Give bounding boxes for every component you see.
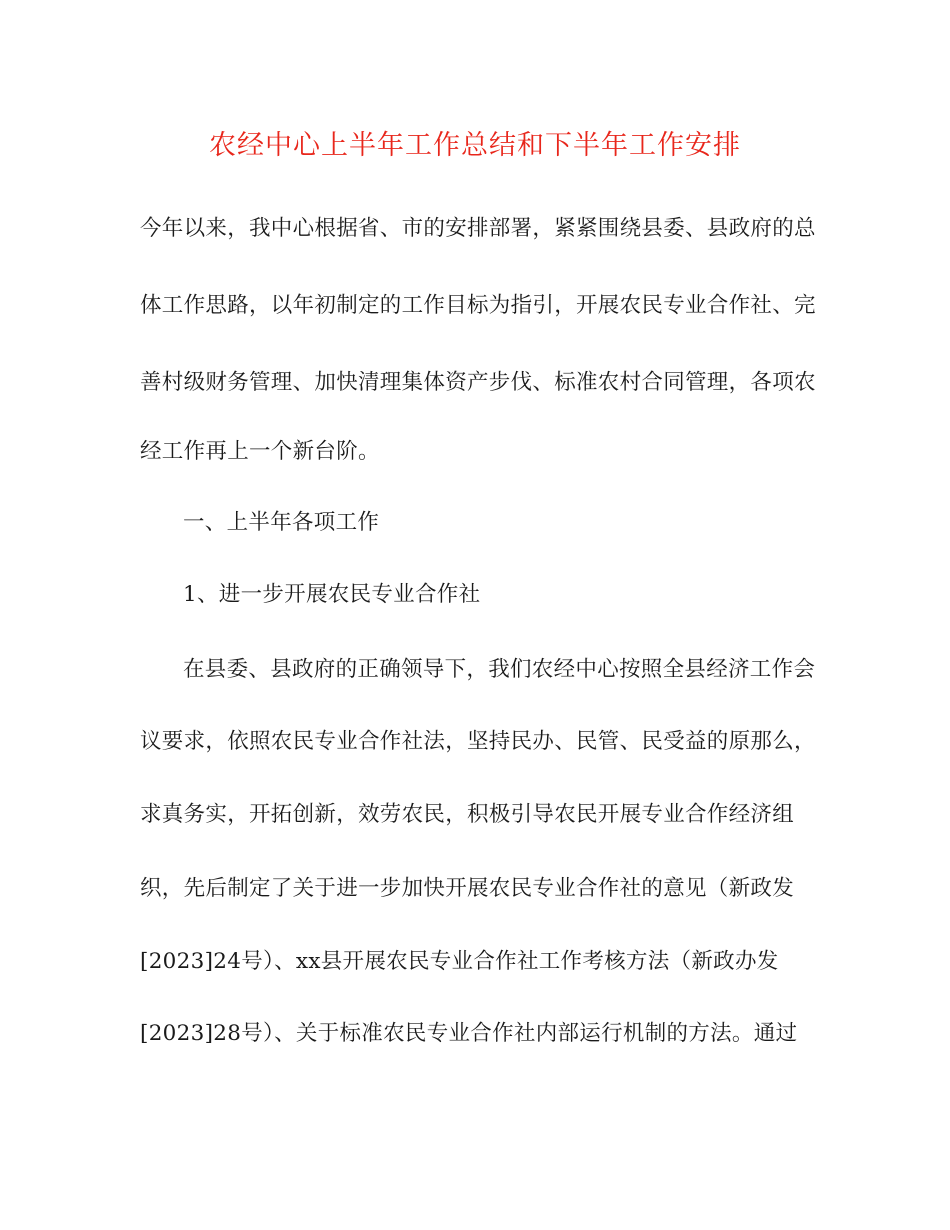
paragraph-line: 体工作思路，以年初制定的工作目标为指引，开展农民专业合作社、完 bbox=[140, 293, 816, 318]
paragraph-line: [2023]24号）、xx县开展农民专业合作社工作考核方法（新政办发 bbox=[140, 949, 779, 974]
paragraph-line: 善村级财务管理、加快清理集体资产步伐、标准农村合同管理，各项农 bbox=[140, 370, 816, 395]
document-title: 农经中心上半年工作总结和下半年工作安排 bbox=[209, 130, 741, 161]
paragraph-line: 经工作再上一个新台阶。 bbox=[140, 439, 380, 464]
section-heading: 一、上半年各项工作 bbox=[183, 510, 380, 535]
paragraph-line: 在县委、县政府的正确领导下，我们农经中心按照全县经济工作会 bbox=[183, 657, 816, 682]
paragraph-line: 今年以来，我中心根据省、市的安排部署，紧紧围绕县委、县政府的总 bbox=[140, 216, 816, 241]
paragraph-line: 求真务实，开拓创新，效劳农民，积极引导农民开展专业合作经济组 bbox=[140, 802, 795, 827]
paragraph-line: 织，先后制定了关于进一步加快开展农民专业合作社的意见（新政发 bbox=[140, 876, 795, 901]
subsection-heading: 1、进一步开展农民专业合作社 bbox=[183, 582, 481, 607]
paragraph-line: 议要求，依照农民专业合作社法，坚持民办、民管、民受益的原那么， bbox=[140, 729, 816, 754]
paragraph-line: [2023]28号）、关于标准农民专业合作社内部运行机制的方法。通过 bbox=[140, 1021, 798, 1046]
